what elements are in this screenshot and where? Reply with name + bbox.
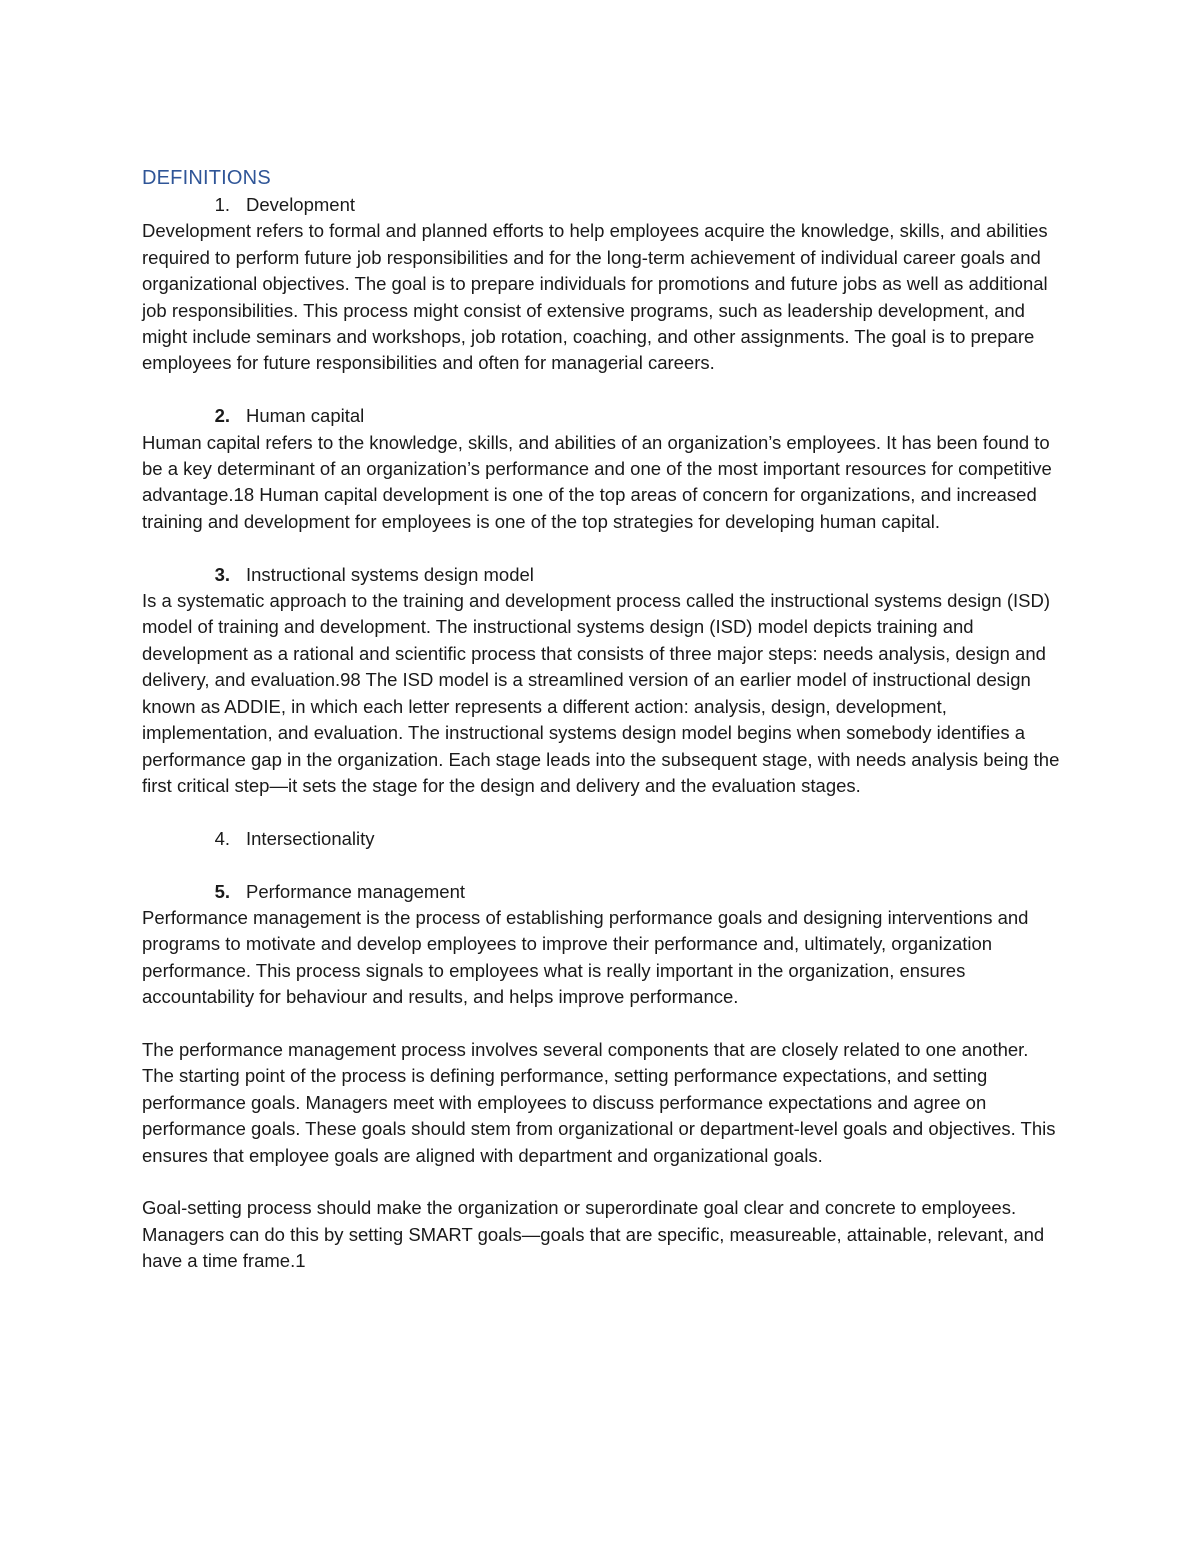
section-2-paragraph-1: Human capital refers to the knowledge, skills, and abilities of an organization’s employees. It has been found to be a key determinant of an organization’s performance and one of the most important resources for competitive advantage.18 Human capital development is one of the top areas of concern for organizations, and increased training and development for employees is one of the top strategies for developing human capital. xyxy=(142,431,1052,532)
section-4-title-row xyxy=(142,826,1062,852)
section-3-number: 3. xyxy=(214,563,230,585)
spacer xyxy=(142,1011,1062,1037)
section-1-paragraph-1: Development refers to formal and planned efforts to help employees acquire the knowledge, skills, and abilities required to perform future job responsibilities and for the long-term achievement of individual career goals and organizational objectives. The goal is to prepare individuals for promotions and future jobs as well as additional job responsibilities. This process might consist of extensive programs, such as leadership development, and might include seminars and workshops, job rotation, coaching, and other assignments. The goal is to prepare employees for future responsibilities and often for managerial careers. xyxy=(142,220,1048,374)
section-3-paragraph-1: Is a systematic approach to the training and development process called the instructional systems design (ISD) model of training and development. The instructional systems design (ISD) model depicts training and development as a rational and scientific process that consists of three major steps: needs analysis, design and delivery, and evaluation.98 The ISD model is a streamlined version of an earlier model of instructional design known as ADDIE, in which each letter represents a different action: analysis, design, development, implementation, and evaluation. The instructional systems design model begins when somebody identifies a performance gap in the organization. Each stage leads into the subsequent stage, with needs analysis being the first critical step—it sets the stage for the design and delivery and the evaluation stages. xyxy=(142,590,1060,796)
spacer xyxy=(142,852,1062,878)
section-1-number: 1. xyxy=(214,194,230,215)
section-5-title: Performance management xyxy=(246,880,466,902)
section-5-paragraph-2: The performance management process involves several components that are closely related to one another. The starting point of the process is defining performance, setting performance expectations, and setting performance goals. Managers meet with employees to discuss performance expectations and agree on performance goals. These goals should stem from organizational or department-level goals and objectives. This ensures that employee goals are aligned with department and organizational goals. xyxy=(142,1038,1056,1166)
section-4-number: 4. xyxy=(214,827,230,849)
section-2-number: 2. xyxy=(214,405,230,427)
section-3-title: Instructional systems design model xyxy=(246,563,534,585)
document-heading: DEFINITIONS xyxy=(142,167,271,189)
spacer xyxy=(142,799,1062,825)
section-2-title-row xyxy=(142,403,1062,429)
spacer xyxy=(142,377,1062,403)
section-5-paragraph-3: Goal-setting process should make the organization or superordinate goal clear and concrete to employees. Managers can do this by setting SMART goals—goals that are specific, measureable, attainable, relevant, and have a time frame.1 xyxy=(142,1197,1045,1272)
section-5-title-row xyxy=(142,879,1062,905)
section-1-title: Development xyxy=(246,194,356,215)
section-5-paragraph-1: Performance management is the process of establishing performance goals and designing interventions and programs to motivate and develop employees to improve their performance and, ultimately, organization performance. This process signals to employees what is really important in the organization, ensures accountability for behaviour and results, and helps improve performance. xyxy=(142,906,1029,1008)
section-3-title-row xyxy=(142,562,1062,588)
document-page xyxy=(142,164,1062,1275)
section-5-number: 5. xyxy=(214,880,230,902)
section-4-title: Intersectionality xyxy=(246,827,375,849)
section-2-title: Human capital xyxy=(246,405,365,427)
spacer xyxy=(142,1169,1062,1195)
section-1-title-row xyxy=(142,192,1062,218)
spacer xyxy=(142,535,1062,561)
